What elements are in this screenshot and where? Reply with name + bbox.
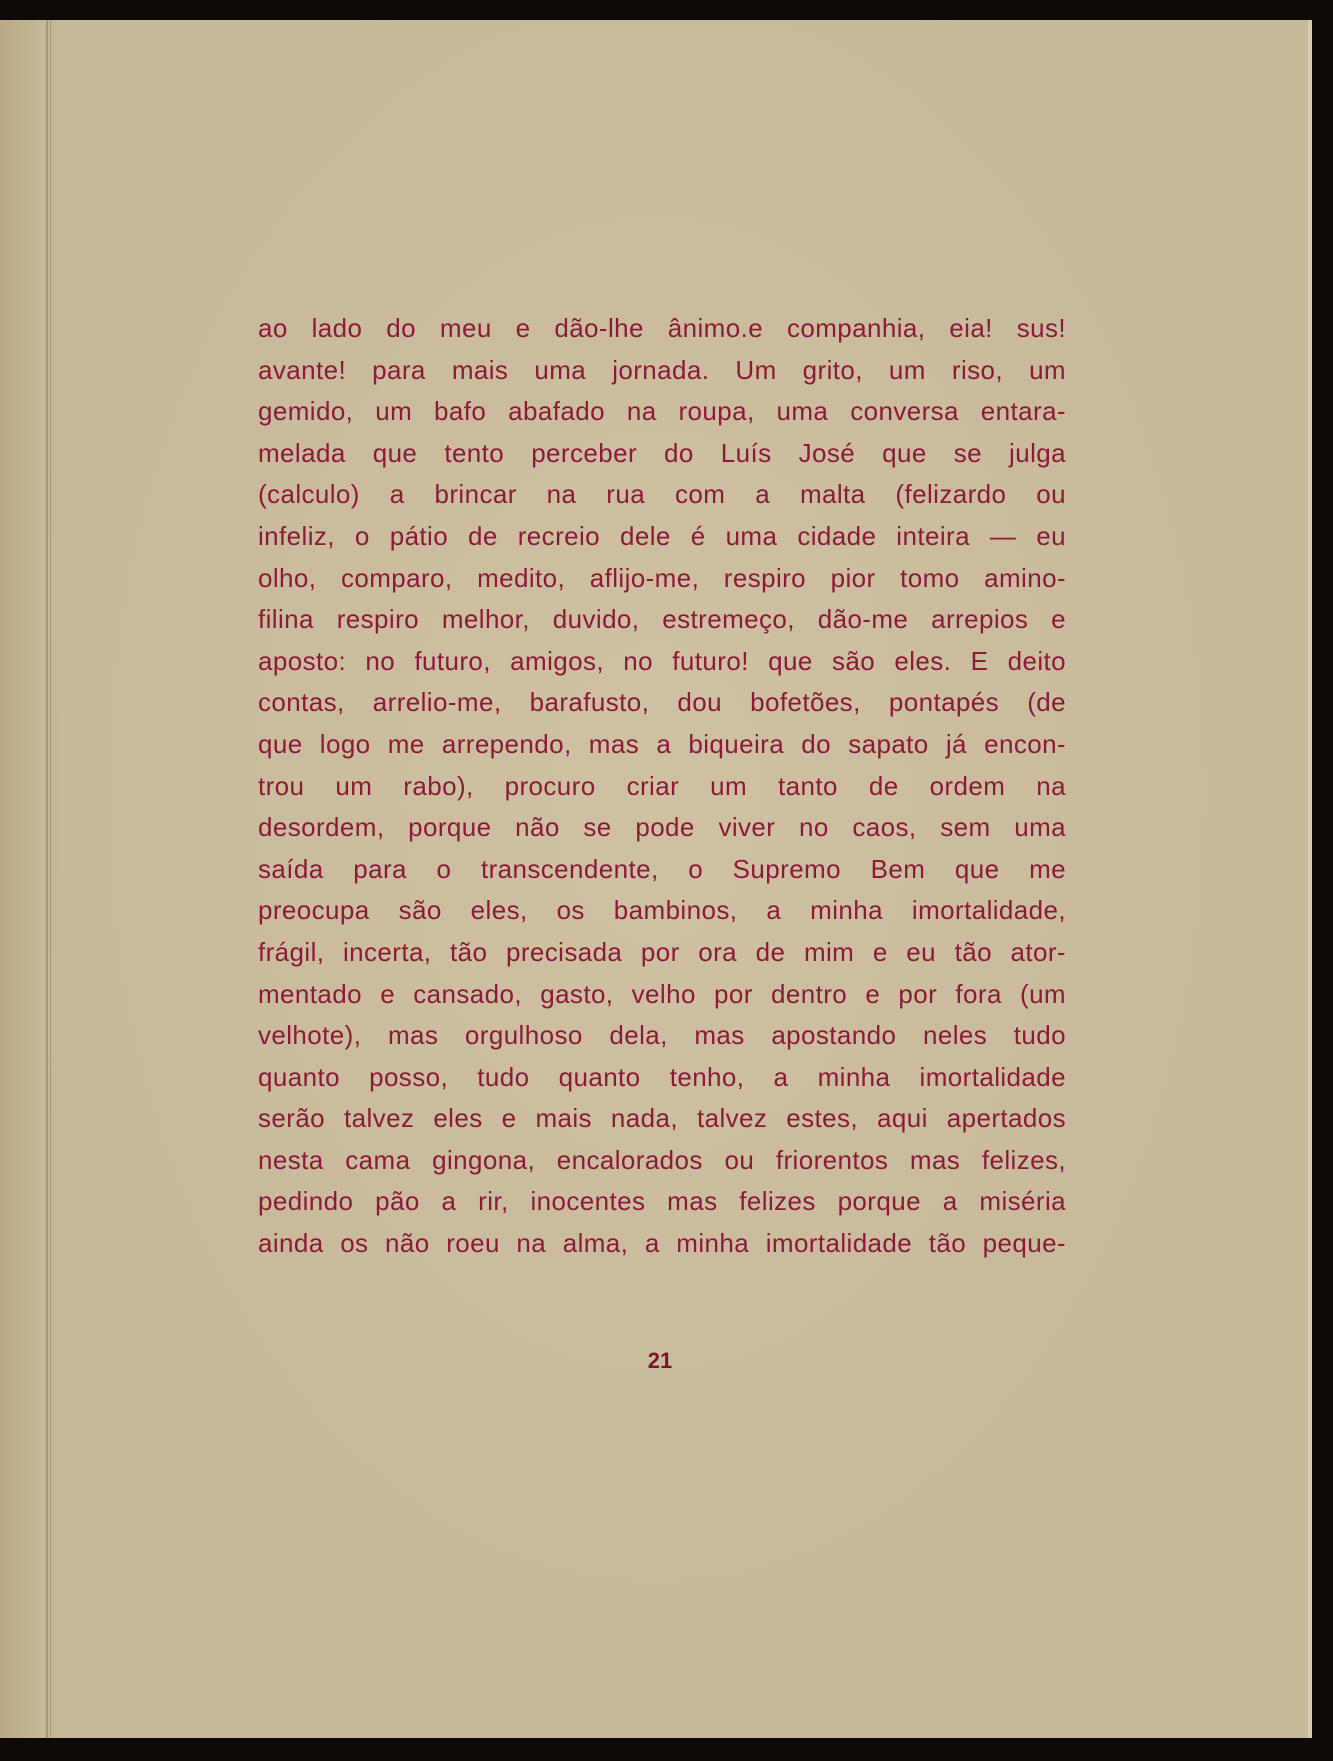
text-line: olho, comparo, medito, aflijo-me, respiro pior tomo amino- [258, 562, 1066, 593]
body-text [258, 308, 1066, 1265]
text-line: aposto: no futuro, amigos, no futuro! que são eles. E deito [258, 645, 1066, 676]
text-line: trou um rabo), procuro criar um tanto de ordem na [258, 770, 1066, 801]
text-line: (calculo) a brincar na rua com a malta (felizardo ou [258, 479, 1066, 510]
page-gutter [0, 20, 51, 1738]
text-line: ainda os não roeu na alma, a minha imortalidade tão peque- [258, 1228, 1066, 1259]
text-line: frágil, incerta, tão precisada por ora de mim e eu tão ator- [258, 936, 1066, 967]
text-line: que logo me arrependo, mas a biqueira do sapato já encon- [258, 728, 1066, 759]
text-line: avante! para mais uma jornada. Um grito, um riso, um [258, 354, 1066, 385]
text-line: infeliz, o pátio de recreio dele é uma cidade inteira — eu [258, 520, 1066, 551]
page-edge [1308, 20, 1312, 1738]
text-line: desordem, porque não se pode viver no caos, sem uma [258, 812, 1066, 843]
binding-line [46, 20, 48, 1738]
page-number: 21 [647, 1348, 673, 1373]
text-line: melada que tento perceber do Luís José que se julga [258, 437, 1066, 468]
text-line: serão talvez eles e mais nada, talvez estes, aqui apertados [258, 1103, 1066, 1134]
text-line: mentado e cansado, gasto, velho por dentro e por fora (um [258, 978, 1066, 1009]
text-line: pedindo pão a rir, inocentes mas felizes porque a miséria [258, 1186, 1066, 1217]
book-page [0, 20, 1312, 1738]
text-line: contas, arrelio-me, barafusto, dou bofetões, pontapés (de [258, 687, 1066, 718]
text-line: quanto posso, tudo quanto tenho, a minha imortalidade [258, 1061, 1066, 1092]
text-line: filina respiro melhor, duvido, estremeço, dão-me arrepios e [258, 604, 1066, 635]
text-line: velhote), mas orgulhoso dela, mas apostando neles tudo [258, 1020, 1066, 1051]
text-line: gemido, um bafo abafado na roupa, uma conversa entara- [258, 396, 1066, 427]
text-line: saída para o transcendente, o Supremo Bem que me [258, 853, 1066, 884]
text-line: nesta cama gingona, encalorados ou friorentos mas felizes, [258, 1144, 1066, 1175]
text-line: ao lado do meu e dão-lhe ânimo.e companhia, eia! sus! [258, 313, 1066, 343]
text-line: preocupa são eles, os bambinos, a minha imortalidade, [258, 895, 1066, 926]
